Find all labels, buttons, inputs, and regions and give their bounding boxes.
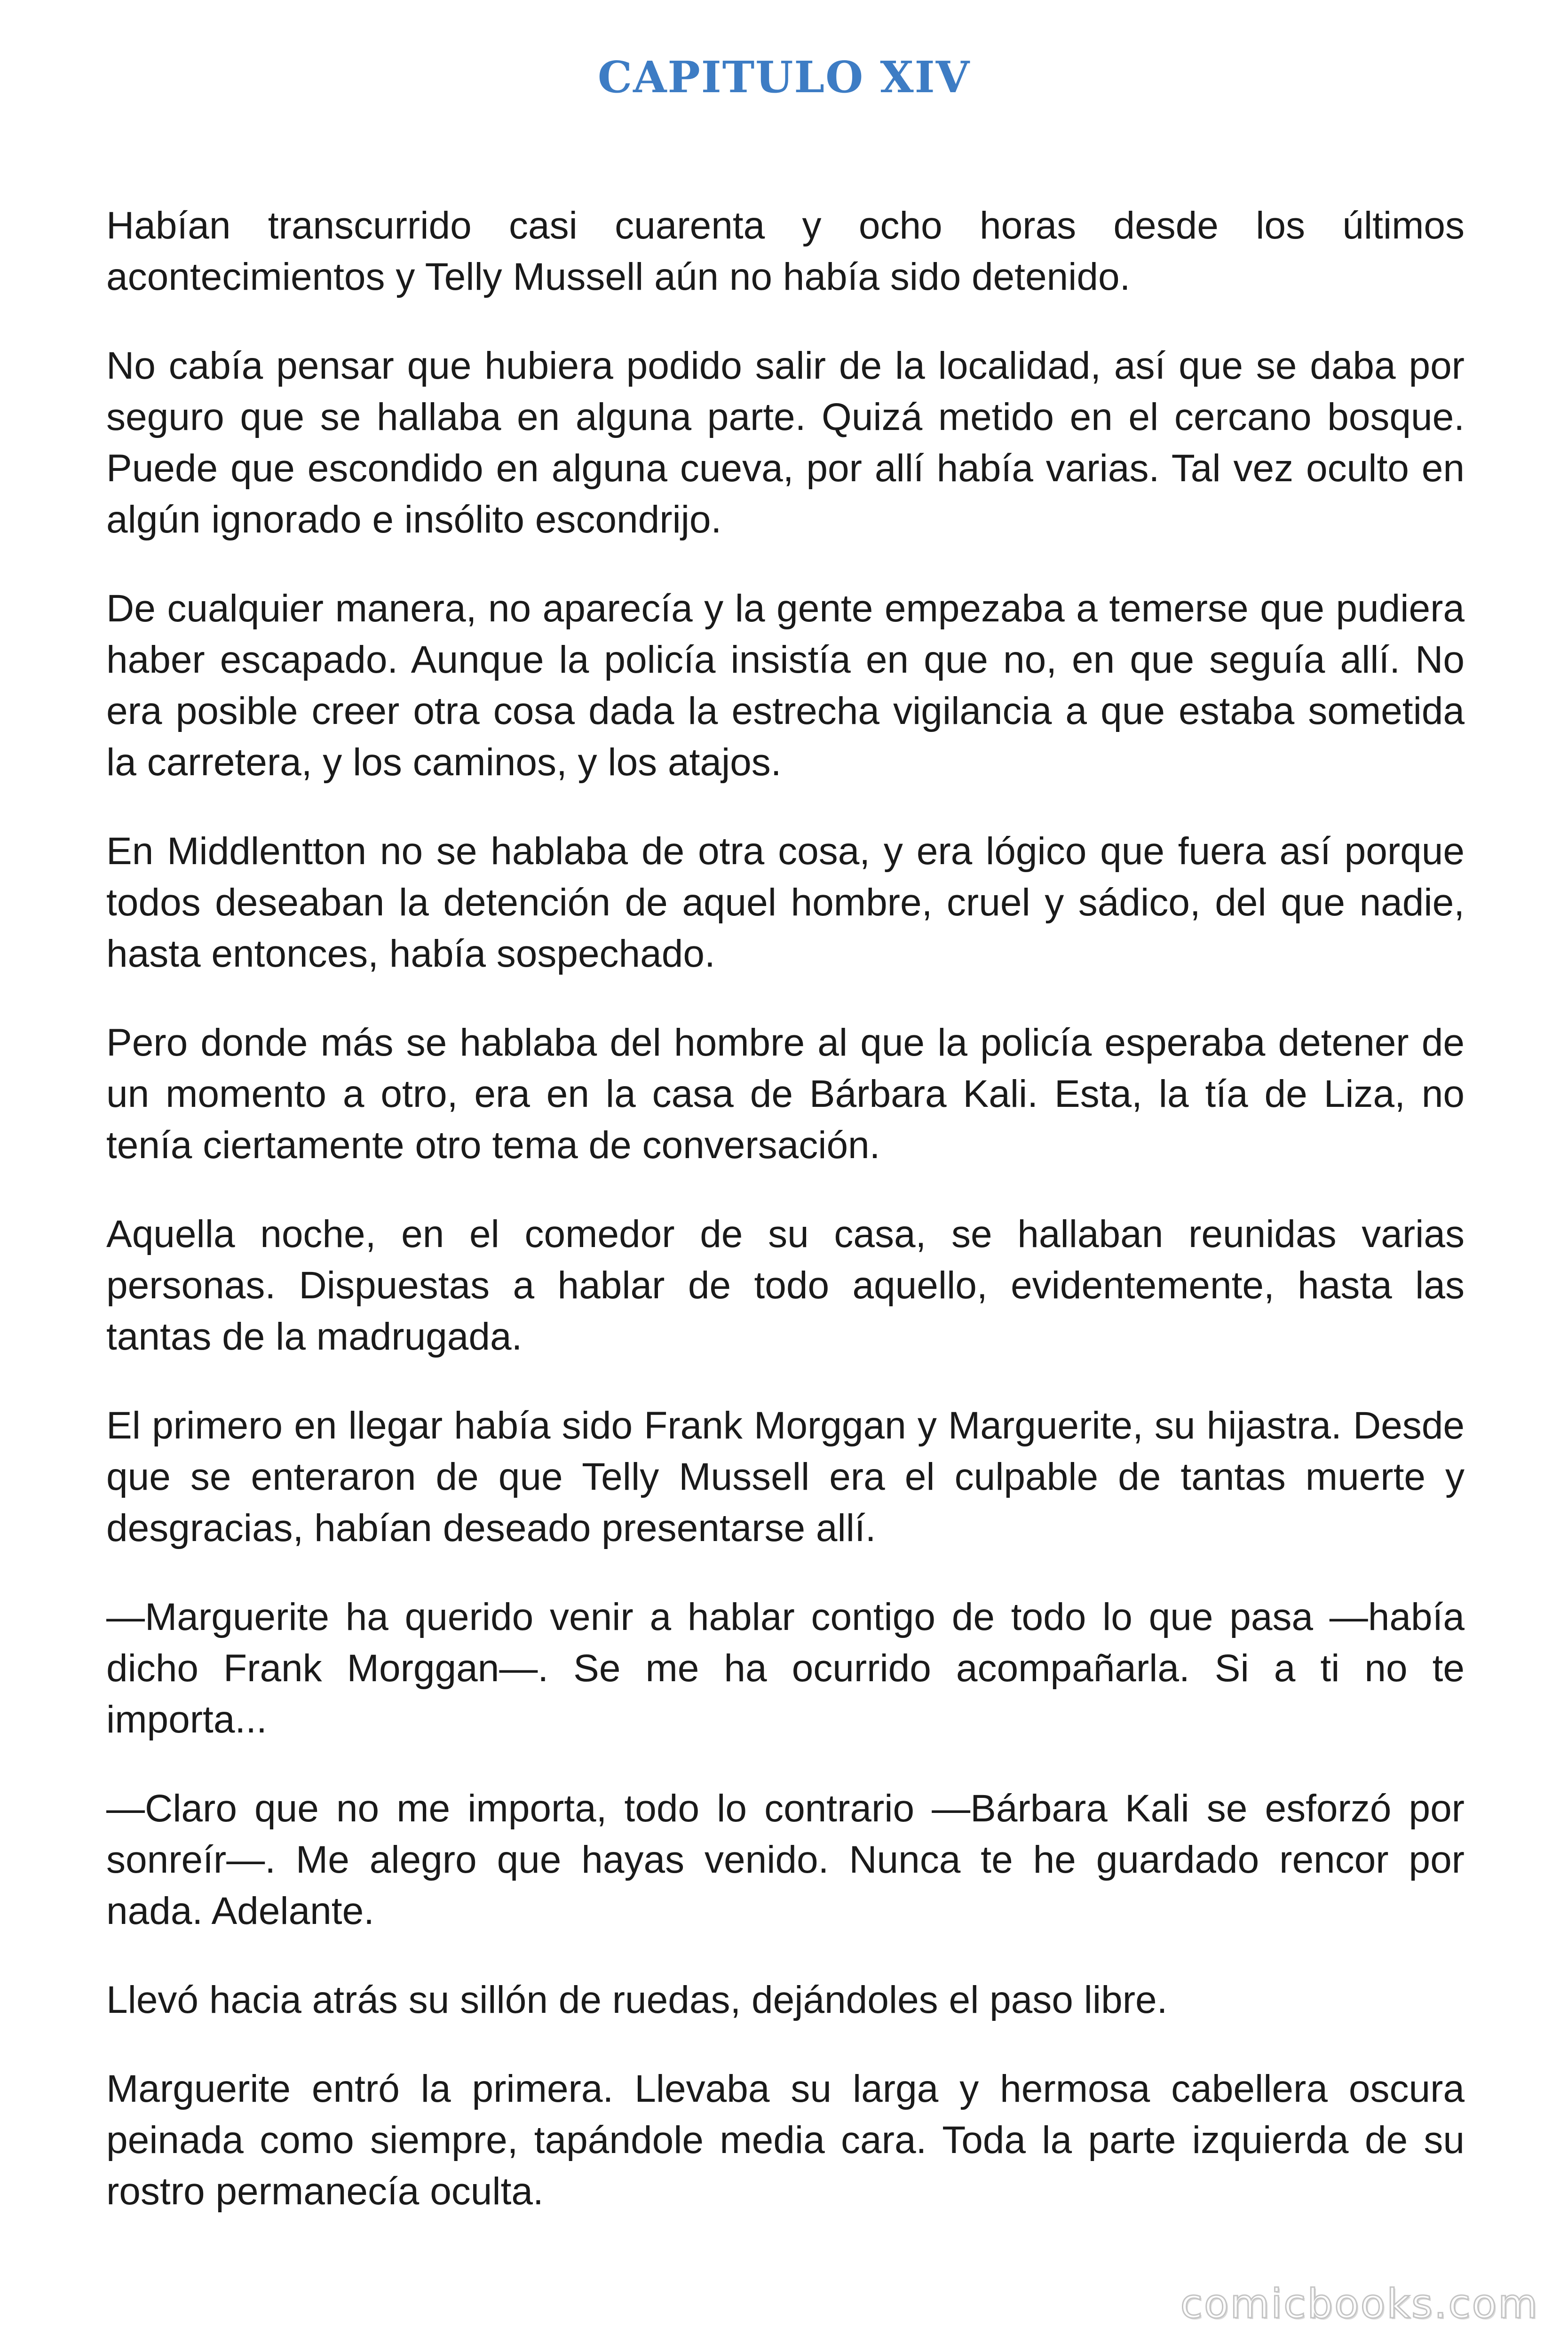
paragraph: —Claro que no me importa, todo lo contrario —Bárbara Kali se esforzó por sonreír—. Me alegro que hayas venido. Nunca te he guardado rencor por nada. Adelante. [106, 1787, 1465, 1932]
paragraph: Marguerite entró la primera. Llevaba su larga y hermosa cabellera oscura peinada como siempre, tapándole media cara. Toda la parte izquierda de su rostro permanecía oculta. [106, 2067, 1465, 2213]
watermark: comicbooks.com [1180, 2280, 1539, 2328]
paragraph: El primero en llegar había sido Frank Morggan y Marguerite, su hijastra. Desde que se enteraron de que Telly Mussell era el culpable de tantas muerte y desgracias, habían deseado presentarse allí. [106, 1404, 1465, 1549]
paragraph: De cualquier manera, no aparecía y la gente empezaba a temerse que pudiera haber escapado. Aunque la policía insistía en que no, en que seguía allí. No era posible creer otra cosa dada la estrecha vigilancia a que estaba sometida la carretera, y los caminos, y los atajos. [106, 587, 1465, 784]
paragraph: Llevó hacia atrás su sillón de ruedas, dejándoles el paso libre. [106, 1979, 1168, 2021]
paragraph: Habían transcurrido casi cuarenta y ocho horas desde los últimos acontecimientos y Telly Mussell aún no había sido detenido. [106, 204, 1465, 298]
paragraph: Aquella noche, en el comedor de su casa, se hallaban reunidas varias personas. Dispuestas a hablar de todo aquello, evidentemente, hasta las tantas de la madrugada. [106, 1213, 1465, 1358]
chapter-body [106, 200, 1465, 2255]
chapter-title: CAPITULO XIV [597, 52, 971, 103]
paragraph: En Middlentton no se hablaba de otra cosa, y era lógico que fuera así porque todos deseaban la detención de aquel hombre, cruel y sádico, del que nadie, hasta entonces, había sospechado. [106, 830, 1465, 975]
paragraph: —Marguerite ha querido venir a hablar contigo de todo lo que pasa —había dicho Frank Morggan—. Se me ha ocurrido acompañarla. Si a ti no te importa... [106, 1596, 1465, 1741]
paragraph: No cabía pensar que hubiera podido salir de la localidad, así que se daba por seguro que se hallaba en alguna parte. Quizá metido en el cercano bosque. Puede que escondido en alguna cueva, por allí había varias. Tal vez oculto en algún ignorado e insólito escondrijo. [106, 344, 1465, 541]
paragraph: Pero donde más se hablaba del hombre al que la policía esperaba detener de un momento a otro, era en la casa de Bárbara Kali. Esta, la tía de Liza, no tenía ciertamente otro tema de conversación. [106, 1021, 1465, 1167]
